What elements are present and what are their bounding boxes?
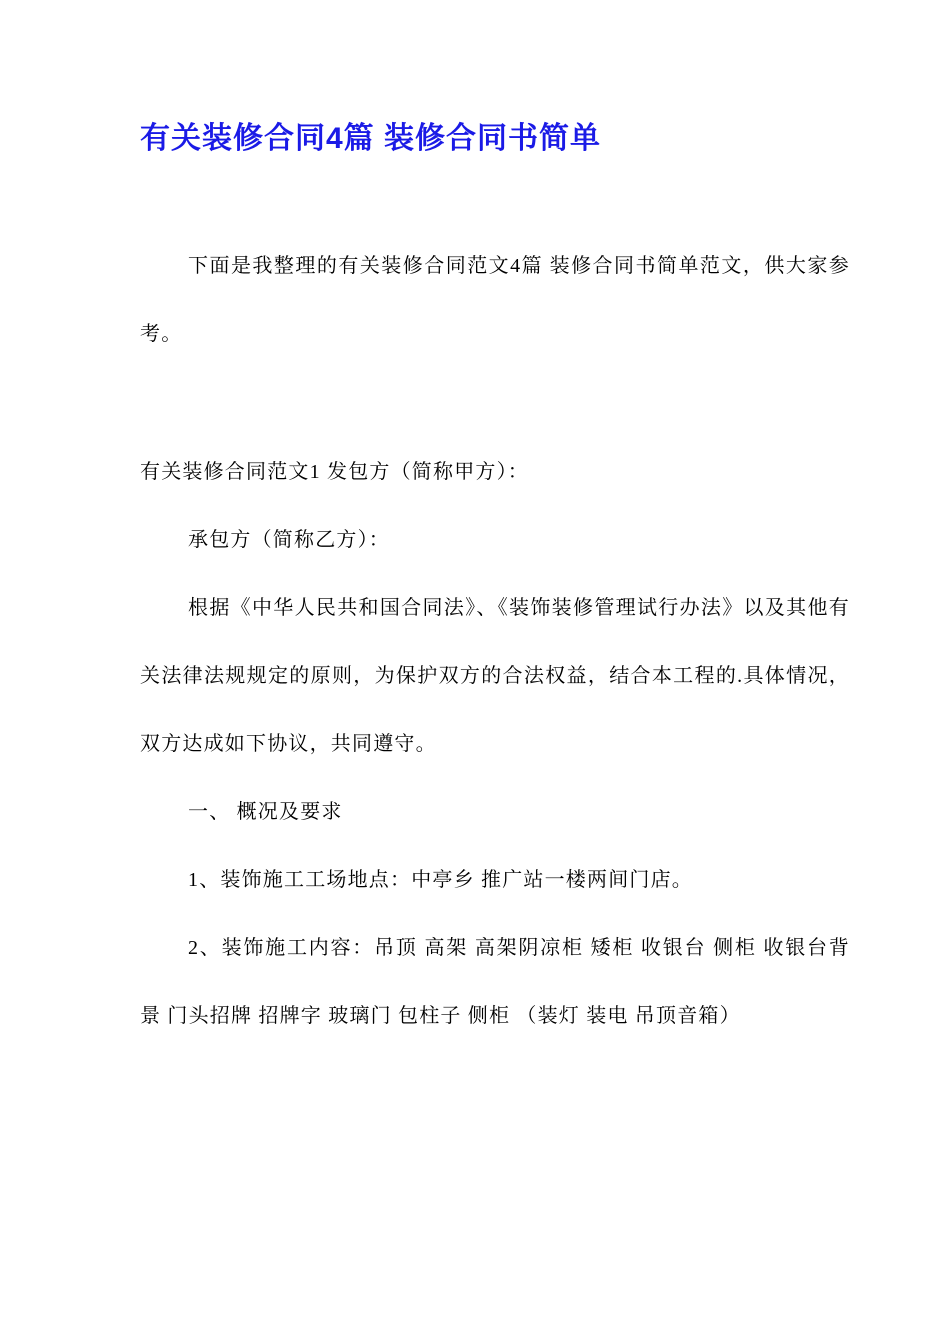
page-title: 有关装修合同4篇 装修合同书简单 xyxy=(140,122,602,155)
paragraph-5: 1、装饰施工工场地点：中亭乡 推广站一楼两间门店。 xyxy=(188,869,693,891)
paragraph-4: 一、 概况及要求 xyxy=(188,801,343,823)
intro-paragraph: 下面是我整理的有关装修合同范文4篇 装修合同书简单范文，供大家参考。 xyxy=(140,255,850,345)
paragraph-6: 2、装饰施工内容：吊顶 高架 高架阴凉柜 矮柜 收银台 侧柜 收银台背景 门头招牌 招牌字 玻璃门 包柱子 侧柜 （装灯 装电 吊顶音箱） xyxy=(140,937,850,1027)
section-spacer xyxy=(140,368,850,438)
title-spacer xyxy=(140,160,850,232)
paragraph-2: 承包方（简称乙方）： xyxy=(188,529,390,551)
paragraph-3: 根据《中华人民共和国合同法》、《装饰装修管理试行办法》以及其他有关法律法规规定的原则，为保护双方的合法权益，结合本工程的.具体情况，双方达成如下协议，共同遵守。 xyxy=(140,597,850,755)
paragraph-1: 有关装修合同范文1 发包方（简称甲方）： xyxy=(140,461,529,483)
